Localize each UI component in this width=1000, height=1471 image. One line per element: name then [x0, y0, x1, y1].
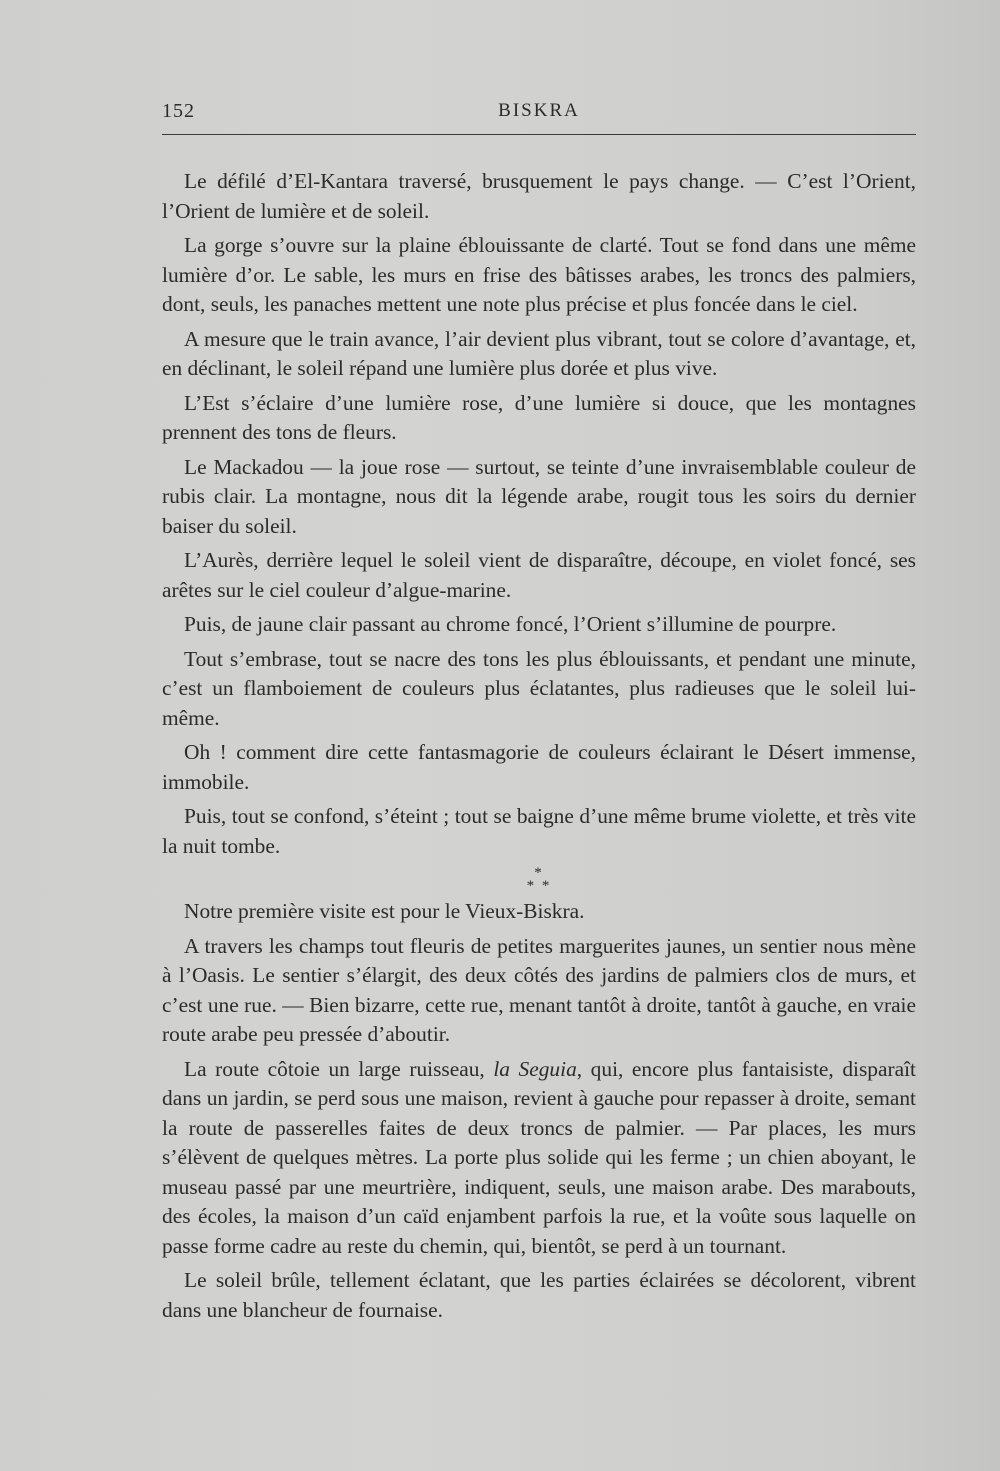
paragraph: La gorge s’ouvre sur la plaine éblouissante de clarté. Tout se fond dans une même lumière d’or. Le sable, les murs en frise des bâtisses arabes, les troncs des palmiers, dont, seuls, les panaches mettent une note plus précise et plus foncée dans le ciel. [162, 233, 916, 316]
body-text [162, 167, 916, 1330]
paragraph: A travers les champs tout fleuris de petites marguerites jaunes, un sentier nous mène à l’Oasis. Le sentier s’élargit, des deux côtés des jardins de palmiers clos de murs, et c’est une rue. — Bien bizarre, cette rue, menant tantôt à droite, tantôt à gauche, en vraie route arabe peu pressée d’aboutir. [162, 933, 916, 1046]
paragraph: Puis, tout se confond, s’éteint ; tout se baigne d’une même brume violette, et très vite la nuit tombe. [162, 804, 916, 858]
seguia-before: La route côtoie un large ruisseau, [184, 1056, 494, 1081]
paragraph: Le défilé d’El-Kantara traversé, brusquement le pays change. — C’est l’Orient, l’Orient de lumière et de soleil. [162, 169, 916, 223]
running-title: BISKRA [498, 100, 580, 121]
paragraph: L’Est s’éclaire d’une lumière rose, d’une lumière si douce, que les montagnes prennent des tons de fleurs. [162, 390, 916, 444]
seguia-italic: la Seguia [493, 1056, 577, 1081]
paragraph: A mesure que le train avance, l’air devient plus vibrant, tout se colore d’avantage, et, en déclinant, le soleil répand une lumière plus dorée et plus vive. [162, 326, 916, 380]
section-asterism [162, 867, 916, 893]
paragraph: Oh ! comment dire cette fantasmagorie de couleurs éclairant le Désert immense, immobile. [162, 740, 916, 794]
header-rule [162, 134, 916, 135]
asterism-bottom: * * [526, 878, 552, 894]
page-header [162, 100, 916, 128]
paragraph: L’Aurès, derrière lequel le soleil vient de disparaître, découpe, en violet foncé, ses arêtes sur le ciel couleur d’algue-marine. [162, 548, 916, 602]
paragraph-seguia [162, 1055, 916, 1262]
paragraph: Tout s’embrase, tout se nacre des tons les plus éblouissants, et pendant une minute, c’est un flamboiement de couleurs plus éclatantes, plus radieuses que le soleil lui-même. [162, 646, 916, 730]
paragraph: Puis, de jaune clair passant au chrome foncé, l’Orient s’illumine de pourpre. [184, 612, 837, 636]
paragraph: Le soleil brûle, tellement éclatant, que les parties éclairées se décolorent, vibrent dans une blancheur de fournaise. [162, 1268, 916, 1322]
asterism-top: * [534, 865, 544, 881]
paragraph: Notre première visite est pour le Vieux-Biskra. [184, 899, 585, 923]
paragraph: Le Mackadou — la joue rose — surtout, se teinte d’une invraisemblable couleur de rubis clair. La montagne, nous dit la légende arabe, rougit tous les soirs du dernier baiser du soleil. [162, 454, 916, 538]
page-number: 152 [162, 100, 195, 122]
seguia-after: , qui, encore plus fantaisiste, disparaît dans un jardin, se perd sous une maison, revient à gauche pour repasser à droite, semant la route de passerelles faites de deux troncs de palmier. — Par places, les murs s’élèvent de quelques mètres. La porte plus solide qui les ferme ; un chien aboyant, le museau passé par une meurtrière, indiquent, seuls, une maison arabe. Des marabouts, des écoles, la maison d’un caïd enjambent parfois la rue, et la voûte sous laquelle on passe forme cadre au reste du chemin, qui, bientôt, se perd à un tournant. [162, 1056, 916, 1258]
